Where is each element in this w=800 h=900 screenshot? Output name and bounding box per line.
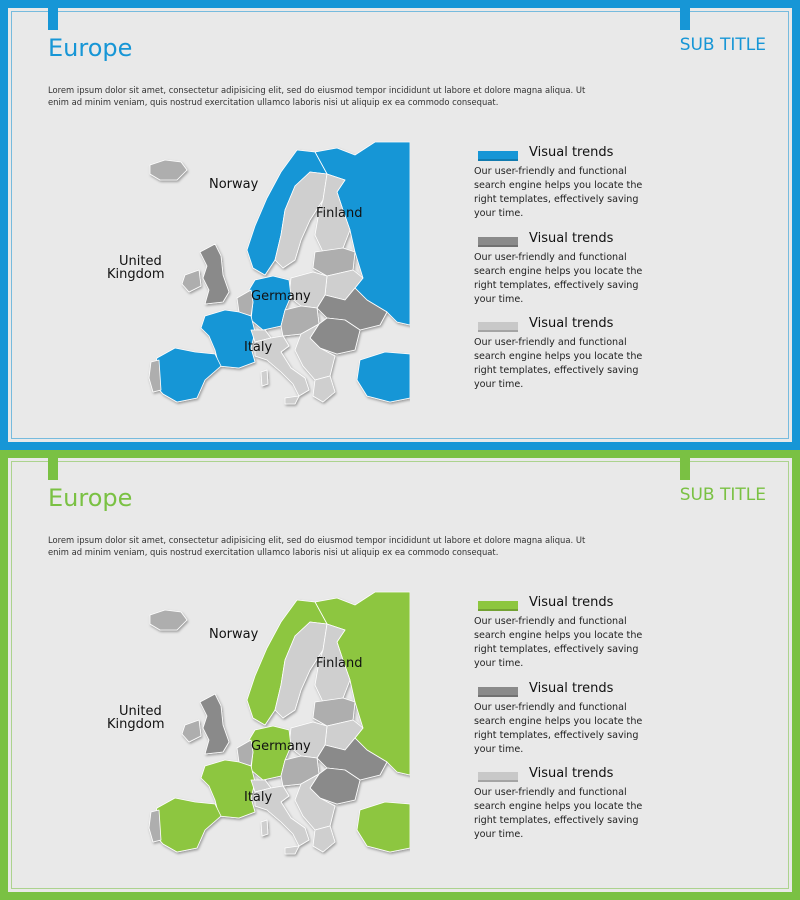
- region-portugal: [149, 810, 161, 842]
- legend-label: Visual trends: [529, 316, 614, 331]
- slide-subtitle: SUB TITLE: [679, 485, 766, 505]
- map-label-uk-line1: United: [119, 254, 162, 269]
- region-portugal: [149, 360, 161, 392]
- frame-tab-left: [48, 8, 58, 30]
- map-label-italy: Italy: [244, 340, 273, 355]
- region-sardinia: [261, 820, 268, 836]
- europe-map: [105, 590, 410, 860]
- legend-description: Our user-friendly and functional search engine helps you locate the right templates, effectively saving your time.: [474, 616, 643, 669]
- region-iberia: [151, 348, 221, 402]
- legend-item: [474, 145, 674, 225]
- region-ireland: [182, 270, 201, 292]
- legend-label: Visual trends: [529, 766, 614, 781]
- region-iceland: [150, 610, 187, 630]
- region-uk: [200, 244, 229, 304]
- europe-map-svg: [105, 140, 410, 410]
- legend-label: Visual trends: [529, 681, 614, 696]
- europe-map-svg: [105, 590, 410, 860]
- map-label-germany: Germany: [251, 289, 311, 304]
- europe-map: [105, 140, 410, 410]
- region-ireland: [182, 720, 201, 742]
- legend-swatch: [478, 601, 518, 611]
- region-greece: [313, 376, 335, 402]
- map-label-germany: Germany: [251, 739, 311, 754]
- map-label-uk-line1: United: [119, 704, 162, 719]
- map-label-uk-line2: Kingdom: [107, 717, 165, 732]
- region-sicily: [285, 396, 299, 404]
- legend-description: Our user-friendly and functional search engine helps you locate the right templates, effectively saving your time.: [474, 166, 643, 219]
- legend-swatch: [478, 772, 518, 782]
- region-sardinia: [261, 370, 268, 386]
- legend-item: [474, 595, 674, 675]
- map-label-norway: Norway: [209, 177, 259, 192]
- legend-item: [474, 766, 674, 846]
- legend-description: Our user-friendly and functional search engine helps you locate the right templates, effectively saving your time.: [474, 252, 643, 305]
- frame-tab-left: [48, 458, 58, 480]
- map-label-finland: Finland: [316, 656, 363, 671]
- map-label-finland: Finland: [316, 206, 363, 221]
- region-turkey: [357, 352, 410, 402]
- region-turkey: [357, 802, 410, 852]
- legend-item: [474, 681, 674, 761]
- slide-subtitle: SUB TITLE: [679, 35, 766, 55]
- region-iceland: [150, 160, 187, 180]
- region-sicily: [285, 846, 299, 854]
- legend-item: [474, 316, 674, 396]
- intro-paragraph: Lorem ipsum dolor sit amet, consectetur adipisicing elit, sed do eiusmod tempor incididunt ut labore et dolore magna aliqua. Ut enim ad minim veniam, quis nostrud exercitation ullamco laboris nisi ut aliquip ex ea commodo consequat.: [48, 85, 586, 107]
- legend-label: Visual trends: [529, 595, 614, 610]
- legend-swatch: [478, 322, 518, 332]
- region-greece: [313, 826, 335, 852]
- legend-item: [474, 231, 674, 311]
- legend-label: Visual trends: [529, 231, 614, 246]
- frame-tab-right: [680, 458, 690, 480]
- slide-title: Europe: [48, 484, 133, 512]
- legend-swatch: [478, 237, 518, 247]
- legend-swatch: [478, 151, 518, 161]
- legend-description: Our user-friendly and functional search engine helps you locate the right templates, effectively saving your time.: [474, 787, 643, 840]
- map-label-norway: Norway: [209, 627, 259, 642]
- map-label-italy: Italy: [244, 790, 273, 805]
- legend-label: Visual trends: [529, 145, 614, 160]
- map-label-uk-line2: Kingdom: [107, 267, 165, 282]
- region-uk: [200, 694, 229, 754]
- region-iberia: [151, 798, 221, 852]
- legend-swatch: [478, 687, 518, 697]
- intro-paragraph: Lorem ipsum dolor sit amet, consectetur adipisicing elit, sed do eiusmod tempor incididunt ut labore et dolore magna aliqua. Ut enim ad minim veniam, quis nostrud exercitation ullamco laboris nisi ut aliquip ex ea commodo consequat.: [48, 535, 586, 557]
- frame-tab-right: [680, 8, 690, 30]
- legend-description: Our user-friendly and functional search engine helps you locate the right templates, effectively saving your time.: [474, 702, 643, 755]
- slide-title: Europe: [48, 34, 133, 62]
- legend-description: Our user-friendly and functional search engine helps you locate the right templates, effectively saving your time.: [474, 337, 643, 390]
- slide-green: [0, 450, 800, 900]
